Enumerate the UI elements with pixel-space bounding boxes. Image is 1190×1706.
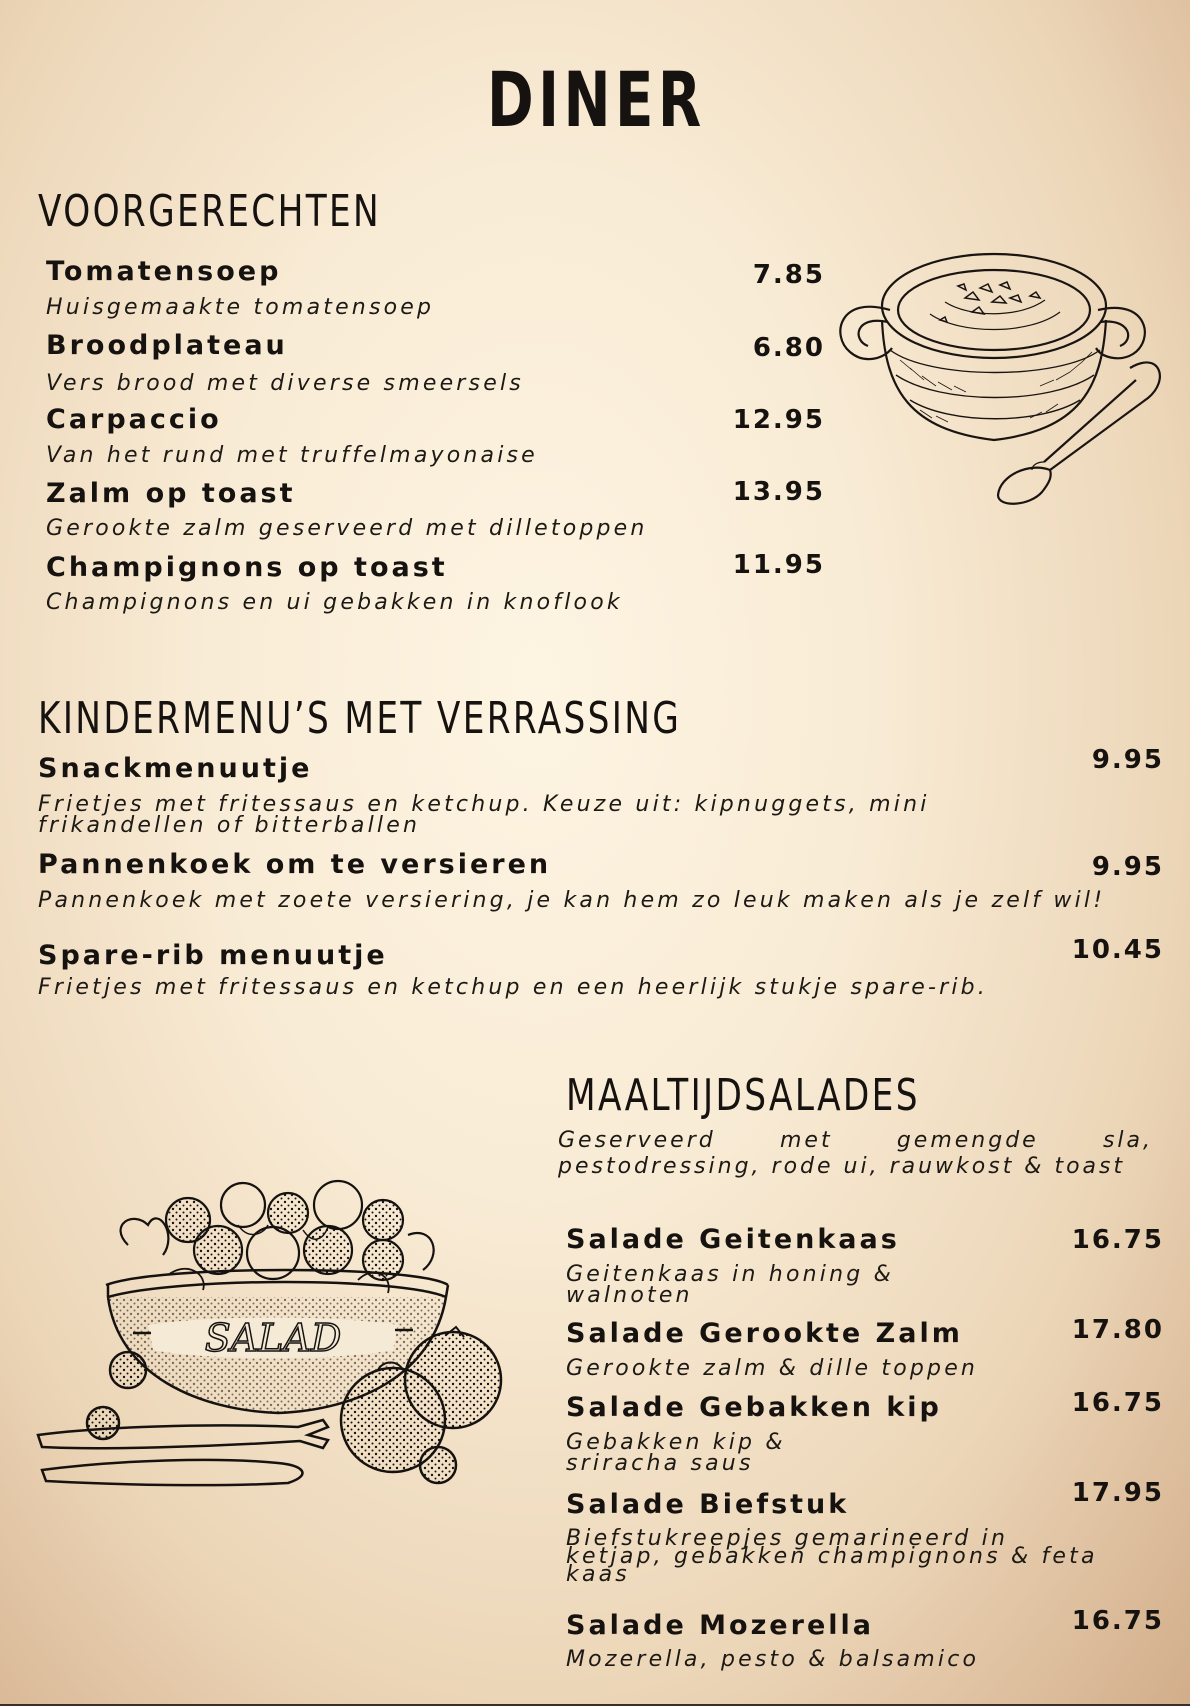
item-description: Biefstukreepjes gemarineerd in ketjap, gebakken champignons & feta kaas xyxy=(566,1526,1098,1587)
item-description: Van het rund met truffelmayonaise xyxy=(46,443,538,468)
item-price: 16.75 xyxy=(1071,1606,1164,1636)
item-price: 17.80 xyxy=(1071,1315,1164,1345)
item-name: Carpaccio xyxy=(46,404,222,435)
item-name: Snackmenuutje xyxy=(38,753,313,784)
item-description: Gebakken kip & sriracha saus xyxy=(566,1430,786,1476)
section-title-voorgerechten: VOORGERECHTEN xyxy=(38,186,382,237)
item-description: Pannenkoek met zoete versiering, je kan hem zo leuk maken als je zelf wil! xyxy=(38,888,1106,913)
item-name: Salade Geitenkaas xyxy=(566,1224,900,1255)
item-description: Champignons en ui gebakken in knoflook xyxy=(46,590,623,615)
item-price: 10.45 xyxy=(1071,935,1164,965)
item-name: Zalm op toast xyxy=(46,478,296,509)
item-description: Vers brood met diverse smeersels xyxy=(46,371,524,396)
item-name: Salade Biefstuk xyxy=(566,1489,850,1520)
salades-intro: Geserveerd met gemengde sla, pestodressing, rode ui, rauwkost & toast xyxy=(558,1128,1153,1179)
item-name: Pannenkoek om te versieren xyxy=(38,849,552,880)
item-description: Gerookte zalm & dille toppen xyxy=(566,1356,979,1381)
item-description: Geitenkaas in honing & walnoten xyxy=(566,1262,894,1308)
item-price: 6.80 xyxy=(752,333,825,363)
item-price: 9.95 xyxy=(1091,852,1164,882)
item-price: 17.95 xyxy=(1071,1478,1164,1508)
section-title-kindermenu: KINDERMENU’S MET VERRASSING xyxy=(38,693,682,744)
item-description: Frietjes met fritessaus en ketchup. Keuze uit: kipnuggets, mini frikandellen of bitterballen xyxy=(38,792,930,838)
item-name: Champignons op toast xyxy=(46,552,448,583)
item-description: Frietjes met fritessaus en ketchup en een heerlijk stukje spare-rib. xyxy=(38,975,989,1000)
item-price: 11.95 xyxy=(732,550,825,580)
item-name: Tomatensoep xyxy=(46,256,282,287)
item-description: Huisgemaakte tomatensoep xyxy=(46,295,435,320)
item-name: Broodplateau xyxy=(46,330,288,361)
salad-bowl-illustration xyxy=(38,1165,528,1495)
item-price: 7.85 xyxy=(752,260,825,290)
item-price: 13.95 xyxy=(732,477,825,507)
soup-pot-illustration xyxy=(830,240,1170,510)
menu-title: DINER xyxy=(486,55,706,144)
item-price: 16.75 xyxy=(1071,1388,1164,1418)
item-name: Salade Gebakken kip xyxy=(566,1392,942,1423)
item-name: Salade Mozerella xyxy=(566,1610,874,1641)
item-price: 16.75 xyxy=(1071,1225,1164,1255)
item-description: Mozerella, pesto & balsamico xyxy=(566,1647,980,1672)
item-name: Spare-rib menuutje xyxy=(38,940,388,971)
item-price: 9.95 xyxy=(1091,745,1164,775)
item-name: Salade Gerookte Zalm xyxy=(566,1318,963,1349)
item-price: 12.95 xyxy=(732,405,825,435)
section-title-salades: MAALTIJDSALADES xyxy=(566,1070,920,1121)
salad-bowl-label: SALAD xyxy=(204,1316,342,1360)
item-description: Gerookte zalm geserveerd met dilletoppen xyxy=(46,516,648,541)
